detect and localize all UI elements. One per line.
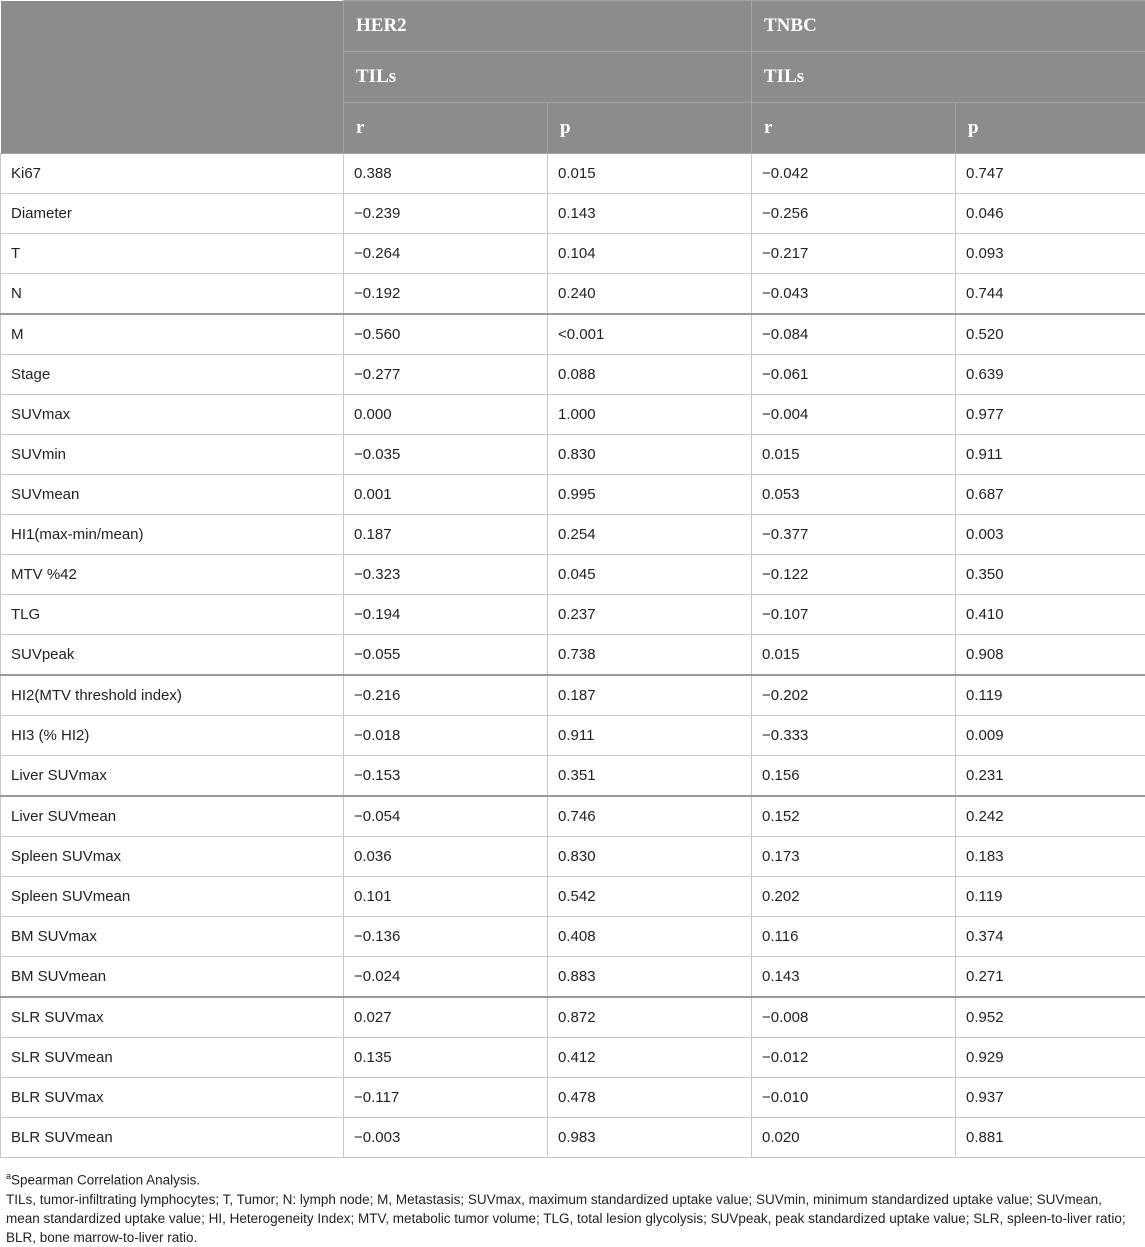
row-label: SLR SUVmax	[1, 997, 344, 1038]
cell-tnbc-r: −0.107	[752, 595, 956, 635]
cell-her2-p: 0.351	[548, 756, 752, 797]
row-label: Diameter	[1, 194, 344, 234]
group-header-tnbc: TNBC	[752, 1, 1145, 52]
row-label: Spleen SUVmax	[1, 837, 344, 877]
subheader-tnbc-tils: TILs	[752, 52, 1145, 103]
cell-her2-p: 0.830	[548, 435, 752, 475]
cell-tnbc-p: 0.271	[956, 957, 1145, 998]
row-label: Spleen SUVmean	[1, 877, 344, 917]
footnote	[6, 1167, 1139, 1190]
cell-her2-r: −0.055	[344, 635, 548, 676]
cell-tnbc-r: −0.333	[752, 716, 956, 756]
table-row	[1, 274, 1145, 315]
cell-tnbc-r: −0.042	[752, 154, 956, 194]
table-row	[1, 675, 1145, 716]
table-row	[1, 515, 1145, 555]
cell-her2-p: 1.000	[548, 395, 752, 435]
cell-tnbc-p: 0.009	[956, 716, 1145, 756]
table-row	[1, 314, 1145, 355]
cell-tnbc-p: 0.881	[956, 1118, 1145, 1158]
table-row	[1, 234, 1145, 274]
row-label: SUVpeak	[1, 635, 344, 676]
cell-tnbc-r: 0.015	[752, 435, 956, 475]
table-row	[1, 1118, 1145, 1158]
table-row	[1, 957, 1145, 998]
cell-tnbc-p: 0.639	[956, 355, 1145, 395]
table-row	[1, 1078, 1145, 1118]
cell-her2-p: 0.883	[548, 957, 752, 998]
cell-tnbc-r: −0.217	[752, 234, 956, 274]
row-label: BLR SUVmean	[1, 1118, 344, 1158]
table-header	[1, 1, 1145, 154]
cell-her2-r: 0.388	[344, 154, 548, 194]
cell-her2-r: −0.192	[344, 274, 548, 315]
cell-her2-p: 0.254	[548, 515, 752, 555]
cell-tnbc-p: 0.937	[956, 1078, 1145, 1118]
cell-her2-r: 0.101	[344, 877, 548, 917]
table-row	[1, 355, 1145, 395]
cell-her2-r: −0.136	[344, 917, 548, 957]
abbreviations-note: TILs, tumor-infiltrating lymphocytes; T, Tumor; N: lymph node; M, Metastasis; SUVmax, maximum standardized uptake value; SUVmin, minimum standardized uptake value; SUVmean, mean standardized uptake value; HI, Heterogeneity Index; MTV, metabolic tumor volume; TLG, total lesion glycolysis; SUVpeak, peak standardized uptake value; SLR, spleen-to-liver ratio; BLR, bone marrow-to-liver ratio.	[6, 1190, 1139, 1247]
row-label: BLR SUVmax	[1, 1078, 344, 1118]
cell-tnbc-p: 0.231	[956, 756, 1145, 797]
cell-her2-p: 0.143	[548, 194, 752, 234]
cell-tnbc-p: 0.744	[956, 274, 1145, 315]
table-row	[1, 796, 1145, 837]
cell-tnbc-p: 0.977	[956, 395, 1145, 435]
table-row	[1, 635, 1145, 676]
cell-her2-r: −0.003	[344, 1118, 548, 1158]
column-header-her2-p: p	[548, 103, 752, 154]
subheader-her2-tils: TILs	[344, 52, 752, 103]
header-corner	[1, 1, 344, 154]
cell-tnbc-r: −0.012	[752, 1038, 956, 1078]
cell-her2-r: 0.000	[344, 395, 548, 435]
row-label: HI3 (% HI2)	[1, 716, 344, 756]
cell-her2-p: 0.830	[548, 837, 752, 877]
table-row	[1, 475, 1145, 515]
cell-her2-p: <0.001	[548, 314, 752, 355]
cell-her2-p: 0.237	[548, 595, 752, 635]
table-notes	[0, 1158, 1145, 1247]
cell-tnbc-r: −0.084	[752, 314, 956, 355]
cell-her2-r: −0.239	[344, 194, 548, 234]
column-header-her2-r: r	[344, 103, 548, 154]
table-row	[1, 595, 1145, 635]
cell-tnbc-r: −0.377	[752, 515, 956, 555]
table-row	[1, 154, 1145, 194]
cell-her2-p: 0.104	[548, 234, 752, 274]
cell-tnbc-p: 0.520	[956, 314, 1145, 355]
cell-tnbc-r: −0.043	[752, 274, 956, 315]
row-label: M	[1, 314, 344, 355]
cell-tnbc-p: 0.242	[956, 796, 1145, 837]
cell-tnbc-p: 0.374	[956, 917, 1145, 957]
cell-tnbc-p: 0.952	[956, 997, 1145, 1038]
cell-her2-p: 0.045	[548, 555, 752, 595]
table-row	[1, 194, 1145, 234]
cell-tnbc-r: −0.010	[752, 1078, 956, 1118]
row-label: HI2(MTV threshold index)	[1, 675, 344, 716]
cell-her2-p: 0.408	[548, 917, 752, 957]
cell-tnbc-p: 0.119	[956, 877, 1145, 917]
cell-tnbc-p: 0.093	[956, 234, 1145, 274]
cell-her2-p: 0.542	[548, 877, 752, 917]
cell-her2-r: −0.153	[344, 756, 548, 797]
cell-tnbc-p: 0.046	[956, 194, 1145, 234]
row-label: MTV %42	[1, 555, 344, 595]
row-label: Stage	[1, 355, 344, 395]
group-header-her2: HER2	[344, 1, 752, 52]
cell-her2-r: −0.117	[344, 1078, 548, 1118]
cell-tnbc-r: 0.053	[752, 475, 956, 515]
row-label: BM SUVmean	[1, 957, 344, 998]
cell-her2-r: 0.036	[344, 837, 548, 877]
row-label: Liver SUVmax	[1, 756, 344, 797]
cell-her2-r: −0.024	[344, 957, 548, 998]
cell-tnbc-p: 0.183	[956, 837, 1145, 877]
cell-tnbc-r: 0.015	[752, 635, 956, 676]
cell-tnbc-p: 0.929	[956, 1038, 1145, 1078]
row-label: SLR SUVmean	[1, 1038, 344, 1078]
table-row	[1, 1038, 1145, 1078]
column-header-tnbc-p: p	[956, 103, 1145, 154]
table-row	[1, 877, 1145, 917]
cell-her2-r: −0.323	[344, 555, 548, 595]
cell-her2-r: −0.018	[344, 716, 548, 756]
row-label: T	[1, 234, 344, 274]
cell-tnbc-r: −0.202	[752, 675, 956, 716]
table-row	[1, 837, 1145, 877]
row-label: N	[1, 274, 344, 315]
cell-her2-p: 0.478	[548, 1078, 752, 1118]
cell-her2-p: 0.015	[548, 154, 752, 194]
cell-her2-p: 0.240	[548, 274, 752, 315]
row-label: BM SUVmax	[1, 917, 344, 957]
row-label: TLG	[1, 595, 344, 635]
cell-her2-p: 0.872	[548, 997, 752, 1038]
table-row	[1, 555, 1145, 595]
cell-her2-p: 0.088	[548, 355, 752, 395]
cell-tnbc-p: 0.410	[956, 595, 1145, 635]
cell-her2-r: −0.277	[344, 355, 548, 395]
cell-tnbc-r: 0.020	[752, 1118, 956, 1158]
table-row	[1, 716, 1145, 756]
cell-her2-r: 0.135	[344, 1038, 548, 1078]
cell-tnbc-r: 0.156	[752, 756, 956, 797]
table-row	[1, 917, 1145, 957]
row-label: SUVmean	[1, 475, 344, 515]
cell-tnbc-p: 0.350	[956, 555, 1145, 595]
cell-tnbc-r: −0.061	[752, 355, 956, 395]
row-label: Ki67	[1, 154, 344, 194]
table-row	[1, 435, 1145, 475]
cell-her2-p: 0.983	[548, 1118, 752, 1158]
cell-tnbc-r: 0.152	[752, 796, 956, 837]
cell-her2-p: 0.738	[548, 635, 752, 676]
cell-her2-r: 0.001	[344, 475, 548, 515]
cell-tnbc-p: 0.911	[956, 435, 1145, 475]
cell-tnbc-p: 0.119	[956, 675, 1145, 716]
cell-her2-p: 0.746	[548, 796, 752, 837]
row-label: SUVmax	[1, 395, 344, 435]
table-row	[1, 997, 1145, 1038]
cell-her2-r: 0.187	[344, 515, 548, 555]
cell-tnbc-r: 0.202	[752, 877, 956, 917]
footnote-mark: a	[6, 1171, 11, 1181]
cell-her2-r: −0.194	[344, 595, 548, 635]
cell-her2-p: 0.911	[548, 716, 752, 756]
cell-her2-p: 0.995	[548, 475, 752, 515]
row-label: SUVmin	[1, 435, 344, 475]
row-label: HI1(max-min/mean)	[1, 515, 344, 555]
cell-her2-r: −0.264	[344, 234, 548, 274]
cell-tnbc-r: 0.116	[752, 917, 956, 957]
footnote-text: Spearman Correlation Analysis.	[11, 1173, 200, 1188]
cell-her2-r: −0.035	[344, 435, 548, 475]
cell-tnbc-r: −0.008	[752, 997, 956, 1038]
cell-her2-r: −0.216	[344, 675, 548, 716]
cell-tnbc-p: 0.687	[956, 475, 1145, 515]
cell-tnbc-p: 0.003	[956, 515, 1145, 555]
cell-her2-p: 0.412	[548, 1038, 752, 1078]
table-row	[1, 395, 1145, 435]
cell-tnbc-r: −0.122	[752, 555, 956, 595]
table-body	[1, 154, 1145, 1158]
column-header-tnbc-r: r	[752, 103, 956, 154]
cell-tnbc-p: 0.908	[956, 635, 1145, 676]
cell-her2-r: −0.054	[344, 796, 548, 837]
cell-her2-r: 0.027	[344, 997, 548, 1038]
cell-tnbc-r: −0.004	[752, 395, 956, 435]
cell-tnbc-r: 0.173	[752, 837, 956, 877]
cell-her2-r: −0.560	[344, 314, 548, 355]
table-row	[1, 756, 1145, 797]
cell-tnbc-p: 0.747	[956, 154, 1145, 194]
cell-tnbc-r: −0.256	[752, 194, 956, 234]
row-label: Liver SUVmean	[1, 796, 344, 837]
cell-her2-p: 0.187	[548, 675, 752, 716]
cell-tnbc-r: 0.143	[752, 957, 956, 998]
